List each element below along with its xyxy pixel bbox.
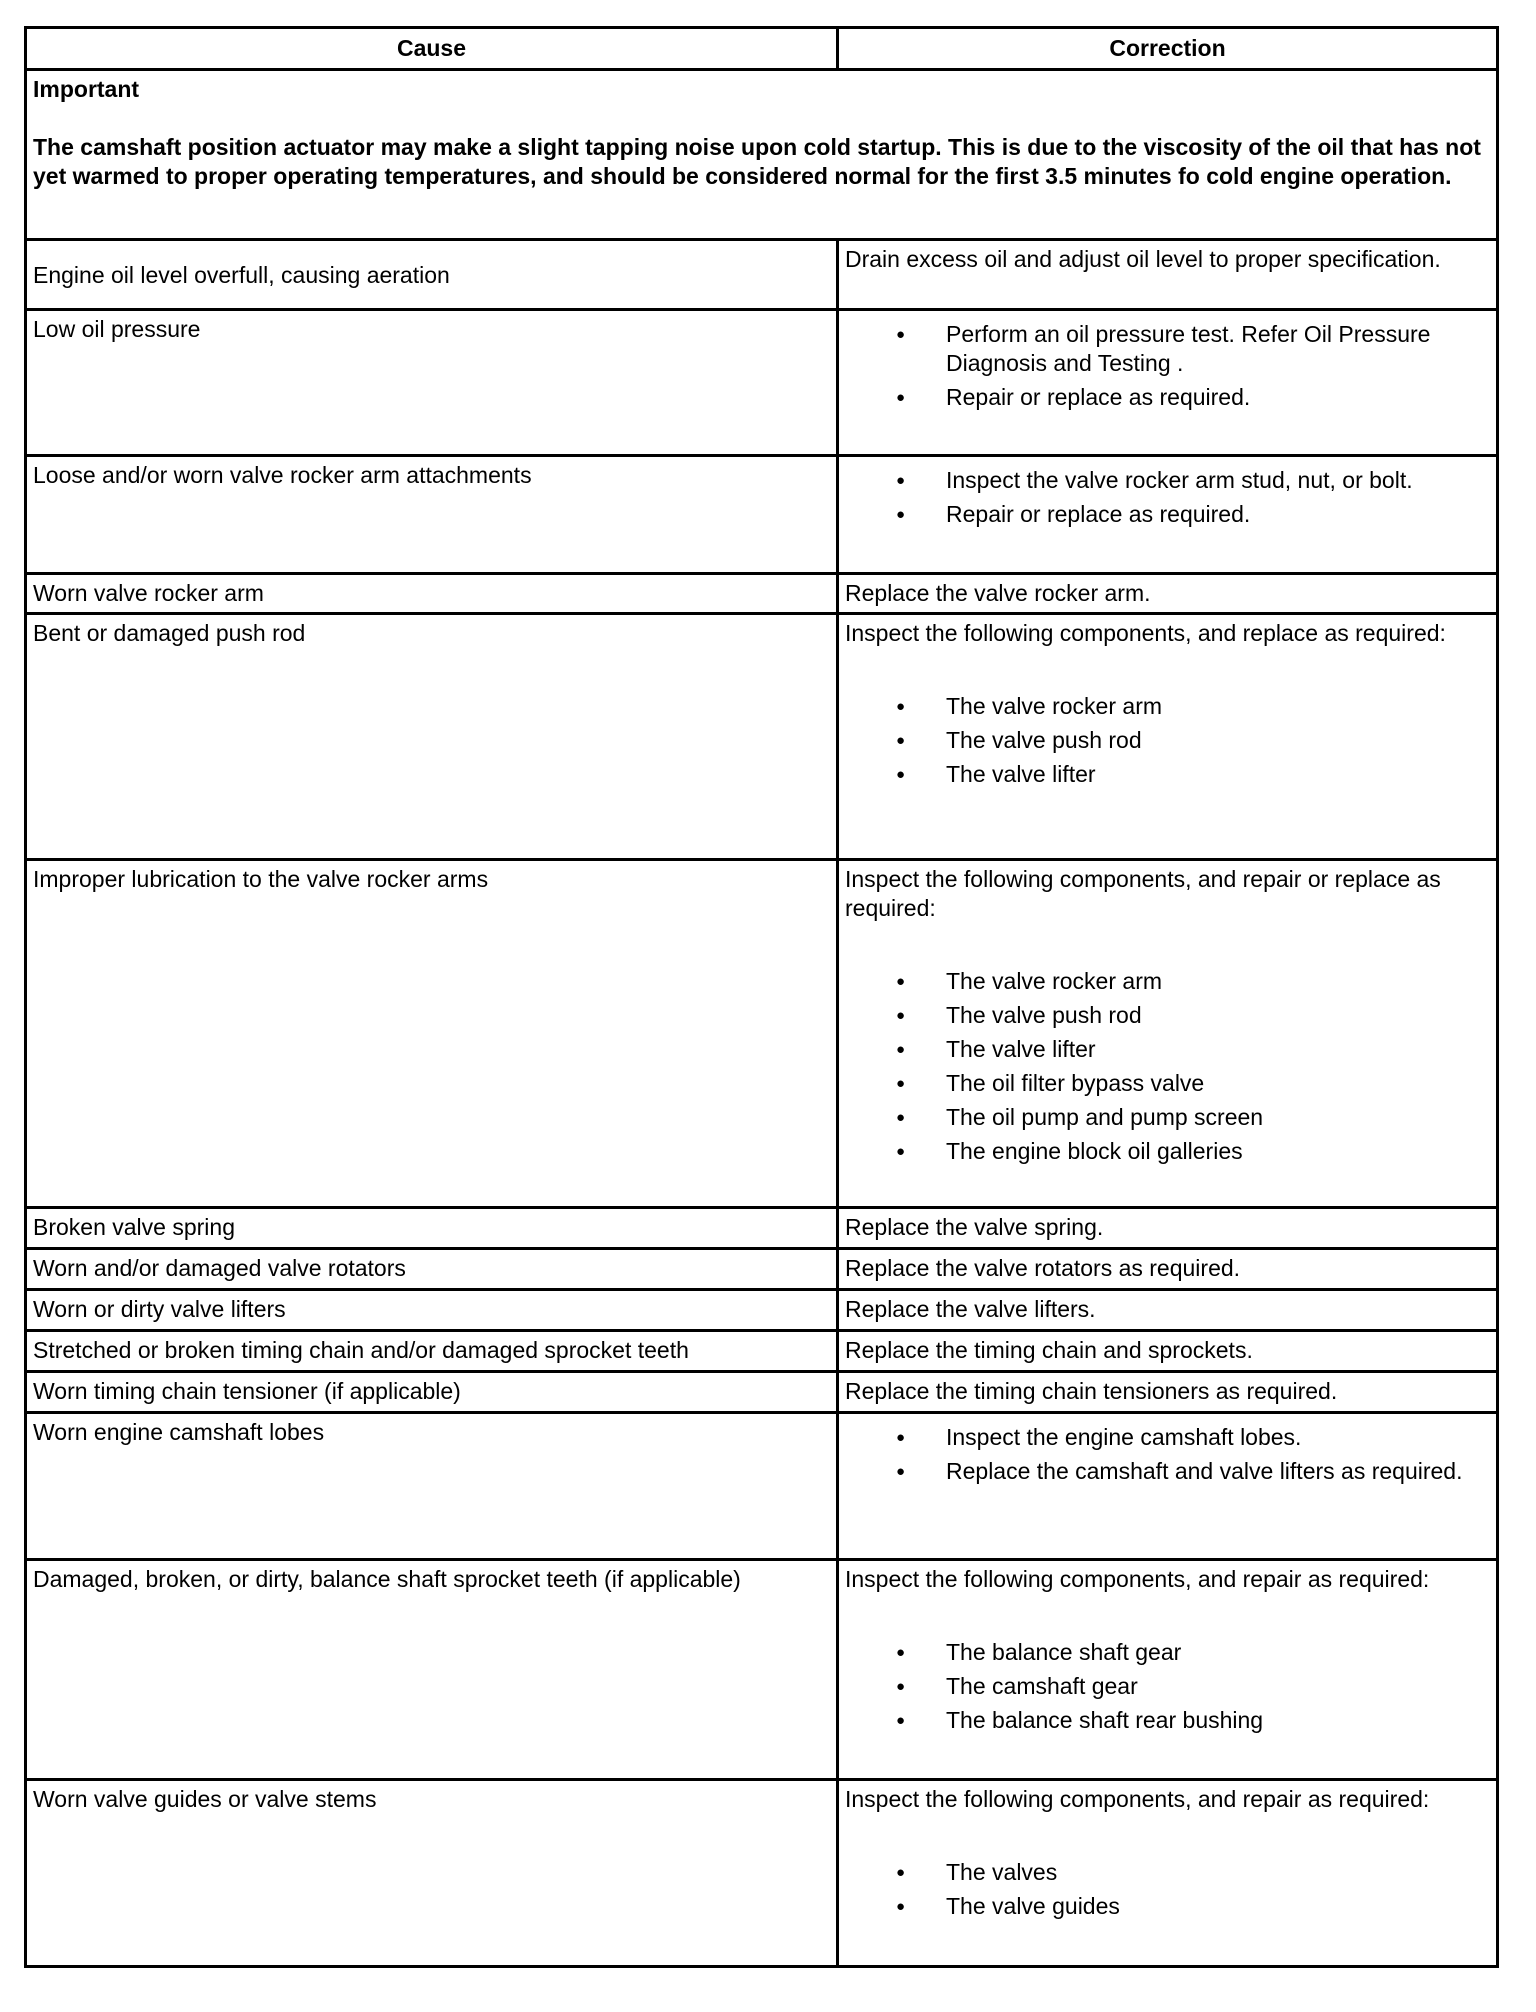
table-row <box>26 1372 1498 1413</box>
correction-intro: Inspect the following components, and repair as required: <box>845 1786 1430 1812</box>
table-row <box>26 310 1498 456</box>
cause-cell: Damaged, broken, or dirty, balance shaft sprocket teeth (if applicable) <box>26 1560 838 1780</box>
list-item: ● Inspect the engine camshaft lobes. <box>845 1423 1490 1452</box>
important-label: Important <box>33 76 140 102</box>
list-item: ● Repair or replace as required. <box>845 383 1490 412</box>
correction-list <box>845 967 1490 1166</box>
correction-cell <box>838 860 1498 1208</box>
correction-column-header: Correction <box>838 28 1498 70</box>
table-row <box>26 456 1498 574</box>
correction-intro: Inspect the following components, and repair or replace as required: <box>845 866 1441 921</box>
list-item: ● The valve push rod <box>845 726 1490 755</box>
correction-cell: Replace the valve lifters. <box>838 1290 1498 1331</box>
table-row <box>26 1249 1498 1290</box>
important-note-row <box>26 70 1498 240</box>
correction-cell <box>838 310 1498 456</box>
correction-cell <box>838 1560 1498 1780</box>
important-note <box>26 70 1498 240</box>
list-item: ● Repair or replace as required. <box>845 500 1490 529</box>
list-item: ● Replace the camshaft and valve lifters as required. <box>845 1457 1490 1486</box>
correction-cell: Replace the timing chain and sprockets. <box>838 1331 1498 1372</box>
list-item: ● The camshaft gear <box>845 1672 1490 1701</box>
header-row <box>26 28 1498 70</box>
cause-cell: Worn engine camshaft lobes <box>26 1413 838 1560</box>
table-row <box>26 614 1498 860</box>
correction-cell: Replace the valve rotators as required. <box>838 1249 1498 1290</box>
cause-cell: Stretched or broken timing chain and/or damaged sprocket teeth <box>26 1331 838 1372</box>
list-item: ● The balance shaft rear bushing <box>845 1706 1490 1735</box>
table-row <box>26 1208 1498 1249</box>
correction-list <box>845 692 1490 789</box>
table-row <box>26 1560 1498 1780</box>
correction-list <box>845 1638 1490 1735</box>
correction-cell: Replace the valve rocker arm. <box>838 574 1498 614</box>
table-row <box>26 574 1498 614</box>
cause-cell: Engine oil level overfull, causing aeration <box>26 240 838 310</box>
diagnosis-table <box>24 26 1499 1968</box>
list-item: ● Inspect the valve rocker arm stud, nut, or bolt. <box>845 466 1490 495</box>
list-item: ● The valve rocker arm <box>845 692 1490 721</box>
list-item: ● The balance shaft gear <box>845 1638 1490 1667</box>
correction-list <box>845 1423 1490 1486</box>
correction-cell <box>838 1780 1498 1967</box>
list-item: ● The oil filter bypass valve <box>845 1069 1490 1098</box>
list-item: ● The oil pump and pump screen <box>845 1103 1490 1132</box>
cause-cell: Improper lubrication to the valve rocker arms <box>26 860 838 1208</box>
table-row <box>26 860 1498 1208</box>
correction-list <box>845 1858 1490 1921</box>
list-item: ● The valve lifter <box>845 760 1490 789</box>
list-item: ● The valve push rod <box>845 1001 1490 1030</box>
cause-cell: Bent or damaged push rod <box>26 614 838 860</box>
cause-cell: Worn valve guides or valve stems <box>26 1780 838 1967</box>
cause-cell: Worn valve rocker arm <box>26 574 838 614</box>
table-row <box>26 1413 1498 1560</box>
list-item: ● The engine block oil galleries <box>845 1137 1490 1166</box>
table-row <box>26 1290 1498 1331</box>
correction-cell <box>838 614 1498 860</box>
table-row <box>26 1780 1498 1967</box>
list-item: ● The valve lifter <box>845 1035 1490 1064</box>
cause-cell: Broken valve spring <box>26 1208 838 1249</box>
list-item: ● The valves <box>845 1858 1490 1887</box>
correction-cell: Drain excess oil and adjust oil level to proper specification. <box>838 240 1498 310</box>
correction-intro: Inspect the following components, and repair as required: <box>845 1566 1430 1592</box>
cause-cell: Worn timing chain tensioner (if applicable) <box>26 1372 838 1413</box>
correction-intro: Inspect the following components, and replace as required: <box>845 620 1446 646</box>
table-row <box>26 240 1498 310</box>
correction-list <box>845 466 1490 529</box>
correction-cell: Replace the valve spring. <box>838 1208 1498 1249</box>
cause-cell: Loose and/or worn valve rocker arm attachments <box>26 456 838 574</box>
table-row <box>26 1331 1498 1372</box>
cause-cell: Low oil pressure <box>26 310 838 456</box>
cause-column-header: Cause <box>26 28 838 70</box>
cause-cell: Worn or dirty valve lifters <box>26 1290 838 1331</box>
cause-cell: Worn and/or damaged valve rotators <box>26 1249 838 1290</box>
list-item: ● Perform an oil pressure test. Refer Oil Pressure Diagnosis and Testing . <box>845 320 1490 378</box>
list-item: ● The valve rocker arm <box>845 967 1490 996</box>
important-text: The camshaft position actuator may make a slight tapping noise upon cold startup. This is due to the viscosity of the oil that has not yet warmed to proper operating temperatures, and should be considered normal for the first 3.5 minutes fo cold engine operation. <box>33 134 1481 189</box>
list-item: ● The valve guides <box>845 1892 1490 1921</box>
correction-cell <box>838 1413 1498 1560</box>
correction-cell: Replace the timing chain tensioners as required. <box>838 1372 1498 1413</box>
correction-list <box>845 320 1490 412</box>
correction-cell <box>838 456 1498 574</box>
